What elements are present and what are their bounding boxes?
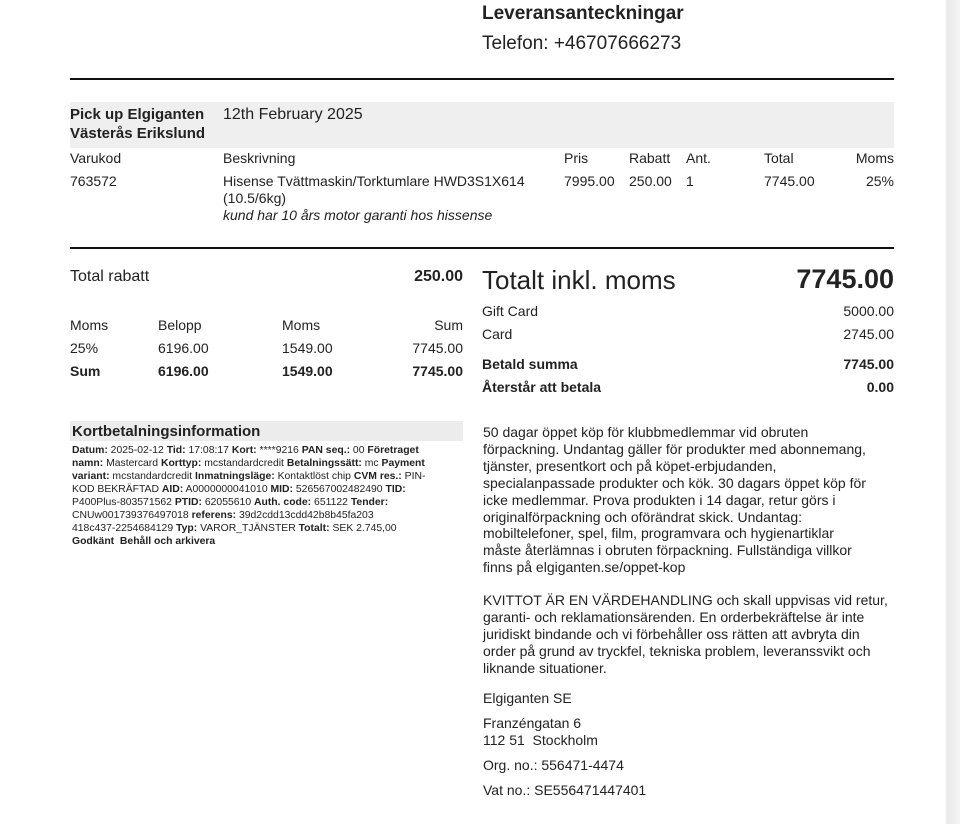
return-policy-line: tjänster, presentkort och på köpet-erbjudanden, [483,457,777,474]
company-street: Franzéngatan 6 [483,715,582,731]
card-info-key: Betalningssätt: [286,458,362,469]
paid-sum-label: Betald summa [482,356,578,372]
card-info-line [72,470,467,483]
card-info-key: Tid: [166,445,186,456]
return-policy-line: specialanpassade produkter och kök. 30 dagars öppet köp för [483,474,866,491]
item-description: Hisense Tvättmaskin/Torktumlare HWD3S1X614 [223,173,525,189]
return-policy-line: måste återlämnas i obruten förpackning. Fullständiga villkor [483,542,852,559]
col-vat: Moms [855,150,894,166]
col-description: Beskrivning [223,150,296,166]
card-info-key: referens: [191,510,237,521]
card-info-title: Kortbetalningsinformation [72,423,261,440]
card-info-key: Datum: [72,445,108,456]
divider-top [70,78,894,80]
card-info-line [72,535,467,548]
order-date: 12th February 2025 [223,106,363,123]
item-code: 763572 [70,173,117,189]
card-info-line [72,444,467,457]
card-info-value: 651122 [311,497,351,508]
card-info-value: PIN- [401,471,426,482]
grand-total-label: Totalt inkl. moms [482,265,676,295]
card-info-line [72,457,467,470]
payment-giftcard-label: Gift Card [482,303,539,319]
card-info-value: KOD BEKRÄFTAD [72,484,162,495]
card-info-value: VAROR_TJÄNSTER [197,523,299,534]
card-info-value: A0000000041010 [183,484,271,495]
company-name: Elgiganten SE [483,690,572,706]
card-info-value: SEK 2.745,00 [329,523,397,534]
col-code: Varukod [70,150,122,166]
card-info-details [72,444,467,548]
vat-sum-total: 7745.00 [412,363,463,379]
vat-sum-label: Sum [70,363,101,379]
receipt-notice-line: KVITTOT ÄR EN VÄRDEHANDLING och skall uppvisas vid retur, [483,592,888,608]
item-note: kund har 10 års motor garanti hos hissense [223,207,493,223]
card-info-key: Företraget [367,445,419,456]
return-policy-line: icke medlemmar. Prova produkten i 14 dagar, retur görs i [483,491,836,508]
card-info-value: 418c437-2254684129 [72,523,177,534]
return-policy-line: förpackning. Undantag gäller för produkter med abonnemang, [483,440,866,457]
item-vat: 25% [865,173,894,189]
col-discount: Rabatt [629,150,671,166]
card-info-value: 39d2cdd13cdd42b8b45fa203 [236,510,374,521]
card-info-value: CNUw001739376497018 [72,510,192,521]
card-info-value: ****9216 [256,445,302,456]
card-info-key: Payment [381,458,425,469]
receipt-notice-line: juridiskt bindande och vi förbehåller oss rätten att avbryta din [483,625,860,642]
card-info-key: TID: [385,484,406,495]
item-price: 7995.00 [564,173,615,189]
card-info-value: mcstandardcredit [109,471,196,482]
card-info-key: PTID: [174,497,202,508]
card-info-value: Mastercard [103,458,161,469]
card-info-value: 2025-02-12 [107,445,167,456]
vat-header-vat: Moms [282,317,321,333]
delivery-notes-title: Leveransanteckningar [482,3,684,24]
receipt-notice-line: order på grund av tryckfel, tekniska problem, leveranssvikt och [483,642,871,659]
payment-card-label: Card [482,326,513,342]
card-info-key: AID: [161,484,184,495]
return-policy-line: 50 dagar öppet köp för klubbmedlemmar vid obruten [483,424,809,440]
company-city: 112 51 Stockholm [483,732,598,748]
card-info-key: Typ: [176,523,198,534]
divider-middle [70,247,894,249]
card-info-key: variant: [72,471,110,482]
card-info-key: CVM res.: [353,471,402,482]
store-location: Västerås Erikslund [70,125,206,142]
col-price: Pris [564,150,589,166]
receipt-notice-line: liknande situationer. [483,659,607,676]
item-qty: 1 [686,173,694,189]
receipt-notice-line: garanti- och reklamationsärenden. En orderbekräftelse är inte [483,608,865,625]
card-info-line [72,483,467,496]
total-discount-value: 250.00 [414,268,463,285]
card-info-key: Korttyp: [160,458,202,469]
item-total: 7745.00 [764,173,815,189]
vat-sum-amount: 6196.00 [158,363,209,379]
card-info-key: Auth. code: [254,497,312,508]
card-info-key: Godkänt Behåll och arkivera [72,536,216,547]
remaining-value: 0.00 [866,379,894,395]
vat-header-sum: Sum [434,317,463,333]
vat-row-sum: 7745.00 [412,340,463,356]
receipt-notice-text [483,592,888,677]
vat-header-amount: Belopp [158,317,202,333]
card-info-value: P400Plus-803571562 [72,497,175,508]
remaining-label: Återstår att betala [482,379,602,395]
card-info-key: MID: [270,484,294,495]
vat-row-amount: 6196.00 [158,340,209,356]
return-policy-line: originalförpackning och oförändrat skick. Undantag: [483,508,803,525]
vat-header-rate: Moms [70,317,109,333]
card-info-key: Totalt: [298,523,330,534]
card-info-line [72,522,467,535]
vat-sum-vat: 1549.00 [282,363,333,379]
card-info-value: Kontaktlöst chip [274,471,354,482]
card-info-value: mcstandardcredit [201,458,287,469]
card-info-line [72,509,467,522]
card-info-value: 17:08:17 [185,445,232,456]
card-info-key: Inmatningsläge: [195,471,275,482]
item-description-size: (10.5/6kg) [223,190,287,206]
org-number: Org. no.: 556471-4474 [483,757,624,773]
payment-giftcard-value: 5000.00 [843,303,894,319]
delivery-phone: Telefon: +46707666273 [482,33,682,54]
return-policy-text [483,424,866,576]
vat-number: Vat no.: SE556471447401 [483,782,647,798]
col-qty: Ant. [686,150,711,166]
total-discount-label: Total rabatt [70,268,150,285]
vat-row-rate: 25% [70,340,99,356]
payment-card-value: 2745.00 [843,326,894,342]
card-info-line [72,496,467,509]
vat-row-vat: 1549.00 [282,340,333,356]
card-info-value: 62055610 [201,497,254,508]
card-info-key: PAN seq.: [301,445,351,456]
paid-sum-value: 7745.00 [843,356,894,372]
store-name: Pick up Elgiganten [70,106,205,123]
return-policy-line: mobiltelefoner, spel, film, programvara och hygienartiklar [483,525,834,542]
item-discount: 250.00 [629,173,672,189]
card-info-key: Kort: [231,445,257,456]
card-info-value: 526567002482490 [293,484,386,495]
col-total: Total [764,150,794,166]
card-info-value: 00 [350,445,368,456]
card-info-value: mc [361,458,382,469]
return-policy-line: finns på elgiganten.se/oppet-kop [483,559,686,576]
grand-total-value: 7745.00 [796,264,894,294]
card-info-key: namn: [72,458,104,469]
card-info-key: Tender: [350,497,389,508]
